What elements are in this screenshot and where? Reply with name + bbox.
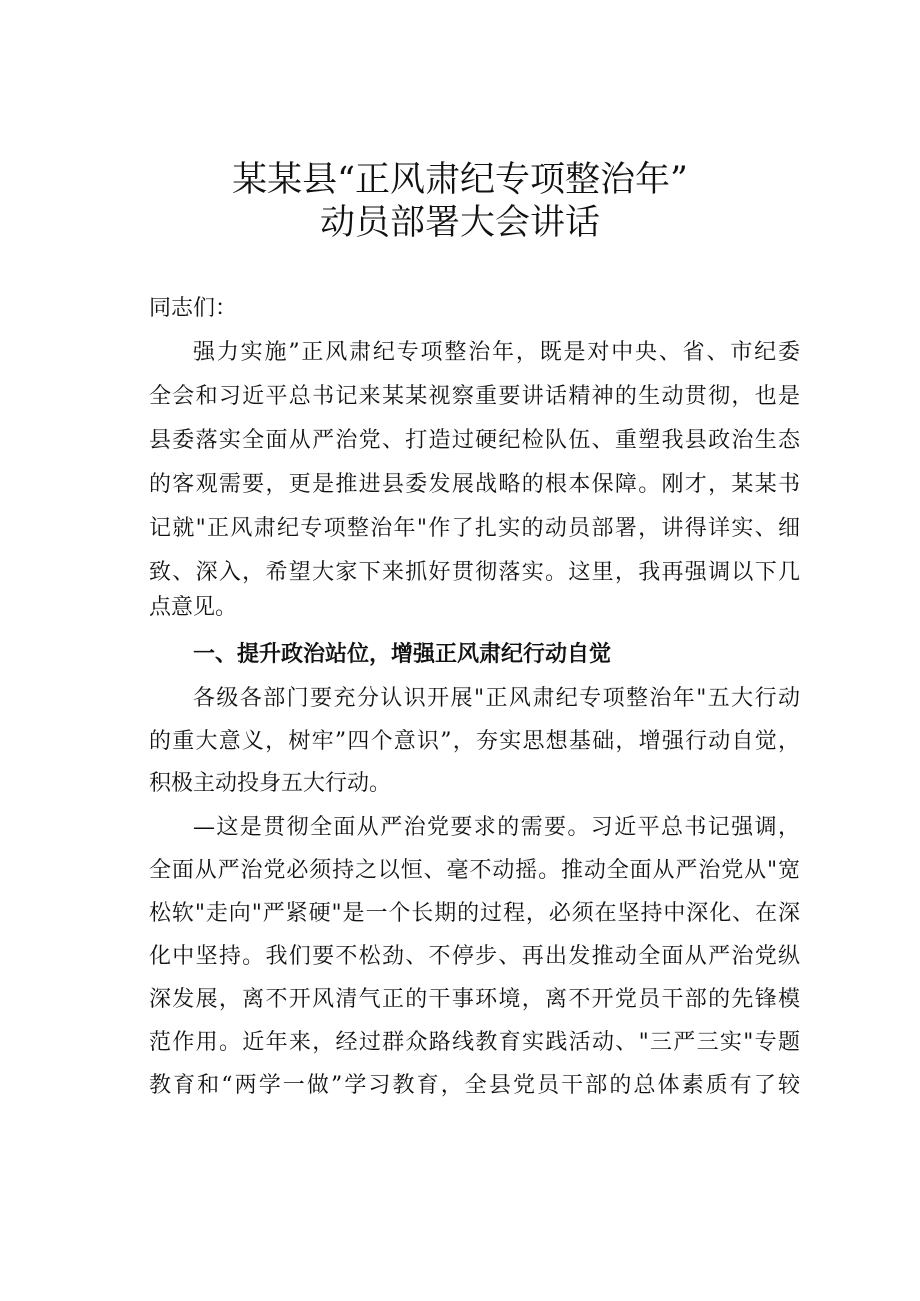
paragraph-1-line: 致、深入，希望大家下来抓好贯彻落实。这里，我再强调以下几 [149, 560, 800, 585]
paragraph-3-line: 教育和“两学一做”学习教育，全县党员干部的总体素质有了较 [149, 1073, 800, 1098]
paragraph-1-line: 的客观需要，更是推进县委发展战略的根本保障。刚才，某某书 [149, 472, 800, 497]
paragraph-2-line: 各级各部门要充分认识开展"正风肃纪专项整治年"五大行动 [193, 686, 800, 711]
paragraph-3-line: —这是贯彻全面从严治党要求的需要。习近平总书记强调， [193, 815, 800, 840]
document-title-line-2: 动员部署大会讲话 [319, 203, 600, 243]
salutation: 同志们： [149, 296, 238, 321]
paragraph-1-line: 记就"正风肃纪专项整治年"作了扎实的动员部署，讲得详实、细 [149, 516, 800, 541]
paragraph-2-line: 积极主动投身五大行动。 [149, 771, 392, 796]
paragraph-1-line: 点意见。 [149, 595, 238, 620]
paragraph-3-line: 全面从严治党必须持之以恒、毫不动摇。推动全面从严治党从"宽 [149, 858, 800, 883]
document-title-line-1: 某某县“正风肃纪专项整治年” [232, 160, 688, 200]
paragraph-1-line: 县委落实全面从严治党、打造过硬纪检队伍、重塑我县政治生态 [149, 428, 800, 453]
paragraph-3-line: 松软"走向"严紧硬"是一个长期的过程，必须在坚持中深化、在深 [149, 901, 800, 926]
paragraph-3-line: 化中坚持。我们要不松劲、不停步、再出发推动全面从严治党纵 [149, 944, 800, 969]
paragraph-2-line: 的重大意义，树牢”四个意识”，夯实思想基础，增强行动自觉， [149, 729, 800, 754]
paragraph-3-line: 深发展，离不开风清气正的干事环境，离不开党员干部的先锋模 [149, 987, 800, 1012]
paragraph-1-line: 强力实施”正风肃纪专项整治年，既是对中央、省、市纪委 [193, 340, 800, 365]
paragraph-1-line: 全会和习近平总书记来某某视察重要讲话精神的生动贯彻，也是 [149, 384, 800, 409]
paragraph-3-line: 范作用。近年来，经过群众路线教育实践活动、"三严三实"专题 [149, 1030, 800, 1055]
section-heading-1: 一、提升政治站位，增强正风肃纪行动自觉 [193, 642, 612, 667]
